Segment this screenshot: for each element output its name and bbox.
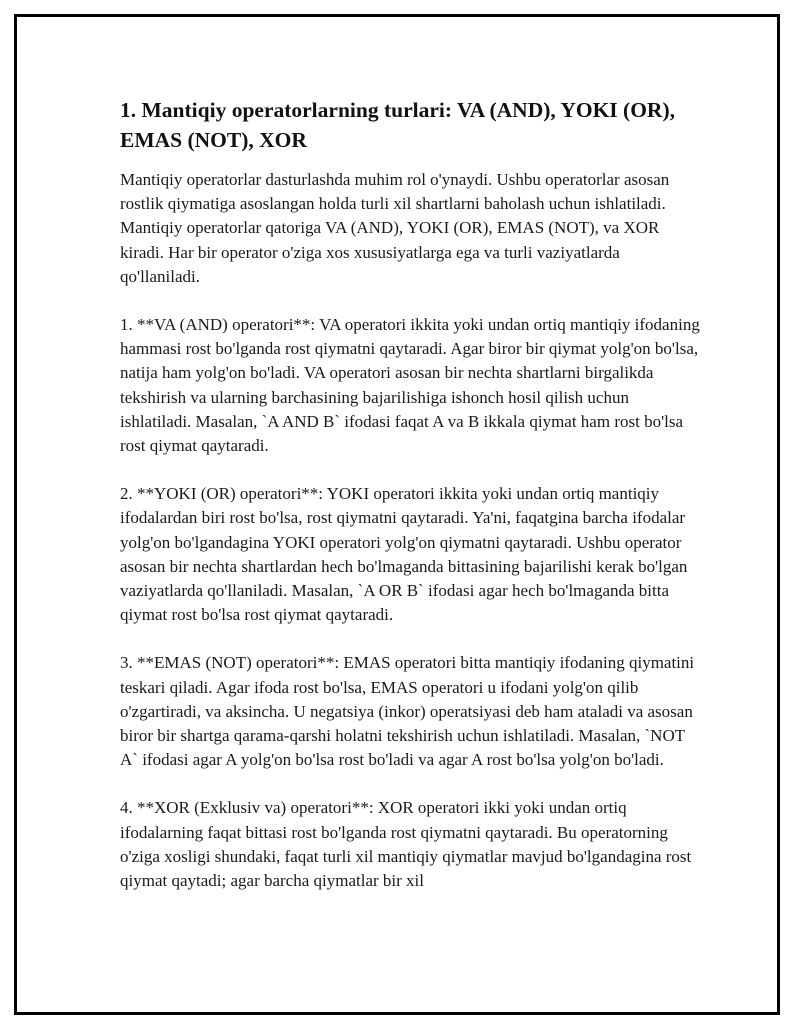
list-item-and-operator: 1. **VA (AND) operatori**: VA operatori ikkita yoki undan ortiq mantiqiy ifodaning hammasi rost bo'lganda rost qiymatni qaytaradi. Agar biror bir qiymat yolg'on bo'lsa, natija ham yolg'on bo'ladi. VA operatori asosan bir nechta shartlarni birgalikda tekshirish va ularning barchasining bajarilishiga ishonch hosil qilish uchun ishlatiladi. Masalan, `A AND B` ifodasi faqat A va B ikkala qiymat ham rost bo'lsa rost qiymat qaytaradi. — [120, 315, 700, 456]
list-item-or-operator: 2. **YOKI (OR) operatori**: YOKI operatori ikkita yoki undan ortiq mantiqiy ifodalardan biri rost bo'lsa, rost qiymatni qaytaradi. Ya'ni, faqatgina barcha ifodalar yolg'on bo'lgandagina YOKI operatori yolg'on qiymatni qaytaradi. Ushbu operator asosan bir nechta shartlardan hech bo'lmaganda bittasining bajarilishi kerak bo'lgan vaziyatlarda qo'llaniladi. Masalan, `A OR B` ifodasi agar hech bo'lmaganda bitta qiymat rost bo'lsa rost qiymat qaytaradi. — [120, 484, 688, 625]
page-frame — [14, 14, 780, 1015]
section-heading: 1. Mantiqiy operatorlarning turlari: VA (AND), YOKI (OR), EMAS (NOT), XOR — [120, 98, 675, 152]
list-item-xor-operator: 4. **XOR (Exklusiv va) operatori**: XOR operatori ikki yoki undan ortiq ifodalarning faqat bittasi rost bo'lganda rost qiymatni qaytaradi. Bu operatorning o'ziga xosligi shundaki, faqat turli xil mantiqiy qiymatlar mavjud bo'lgandagina rost qiymat qaytadi; agar barcha qiymatlar bir xil — [120, 798, 692, 891]
list-item-not-operator: 3. **EMAS (NOT) operatori**: EMAS operatori bitta mantiqiy ifodaning qiymatini teskari qiladi. Agar ifoda rost bo'lsa, EMAS operatori u ifodani yolg'on qilib o'zgartiradi, va aksincha. U negatsiya (inkor) operatsiyasi deb ham ataladi va asosan biror bir shartga qarama-qarshi holatni tekshirish uchun ishlatiladi. Masalan, `NOT A` ifodasi agar A yolg'on bo'lsa rost bo'ladi va agar A rost bo'lsa yolg'on bo'ladi. — [120, 653, 695, 770]
intro-paragraph: Mantiqiy operatorlar dasturlashda muhim rol o'ynaydi. Ushbu operatorlar asosan rostlik qiymatiga asoslangan holda turli xil shartlarni baholash uchun ishlatiladi. Mantiqiy operatorlar qatoriga VA (AND), YOKI (OR), EMAS (NOT), va XOR kiradi. Har bir operator o'ziga xos xususiyatlarga ega va turli vaziyatlarda qo'llaniladi. — [120, 170, 670, 286]
document-body — [120, 95, 700, 917]
